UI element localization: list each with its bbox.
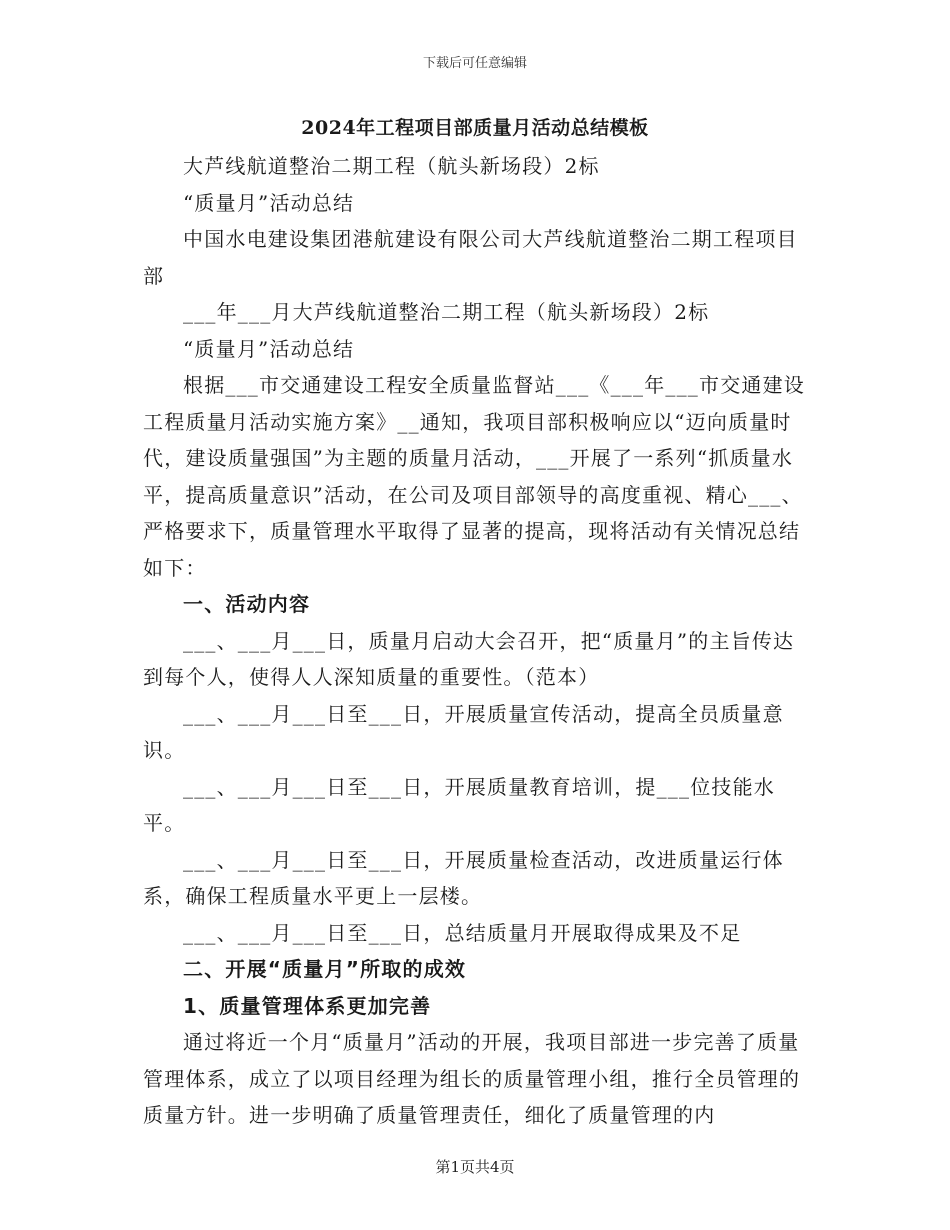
section-heading-results: 二、开展“质量月”所取的成效 (183, 957, 467, 981)
project-name-paragraph: 大芦线航道整治二期工程（航头新场段）2标 (183, 154, 600, 178)
document-body (143, 148, 808, 1134)
page-number: 第1页共4页 (435, 1158, 515, 1176)
activity-item: ___、___月___日，质量月启动大会召开，把“质量月”的主旨传达到每个人，使得人人深知质量的重要性。（范本） (143, 628, 795, 689)
subsection-heading-system: 1、质量管理体系更加完善 (183, 993, 432, 1018)
company-paragraph: 中国水电建设集团港航建设有限公司大芦线航道整治二期工程项目部 (143, 227, 798, 288)
subtitle-paragraph-2: “质量月”活动总结 (183, 336, 355, 361)
activity-item: ___、___月___日至___日，开展质量教育培训，提___位技能水平。 (143, 774, 775, 835)
intro-paragraph: 根据___市交通建设工程安全质量监督站___《___年___市交通建设工程质量月活动实施方案》__通知，我项目部积极响应以“迈向质量时代，建设质量强国”为主题的质量月活动，___开展了一系列“抓质量水平，提高质量意识”活动，在公司及项目部领导的高度重视、精心___、严格要求下，质量管理水平取得了显著的提高，现将活动有关情况总结如下： (143, 373, 805, 580)
date-project-paragraph: ___年___月大芦线航道整治二期工程（航头新场段）2标 (183, 300, 710, 324)
page-header-note: 下载后可任意编辑 (422, 56, 527, 71)
activity-item: ___、___月___日至___日，总结质量月开展取得成果及不足 (183, 920, 742, 945)
activity-item: ___、___月___日至___日，开展质量宣传活动，提高全员质量意识。 (143, 701, 784, 762)
document-title: 2024年工程项目部质量月活动总结模板 (301, 117, 649, 139)
activity-item: ___、___月___日至___日，开展质量检查活动，改进质量运行体系，确保工程质量水平更上一层楼。 (143, 847, 784, 908)
results-paragraph: 通过将近一个月“质量月”活动的开展，我项目部进一步完善了质量管理体系，成立了以项目经理为组长的质量管理小组，推行全员管理的质量方针。进一步明确了质量管理责任，细化了质量管理的内 (143, 1030, 801, 1127)
section-heading-activities: 一、活动内容 (183, 592, 311, 616)
subtitle-paragraph: “质量月”活动总结 (183, 190, 355, 215)
